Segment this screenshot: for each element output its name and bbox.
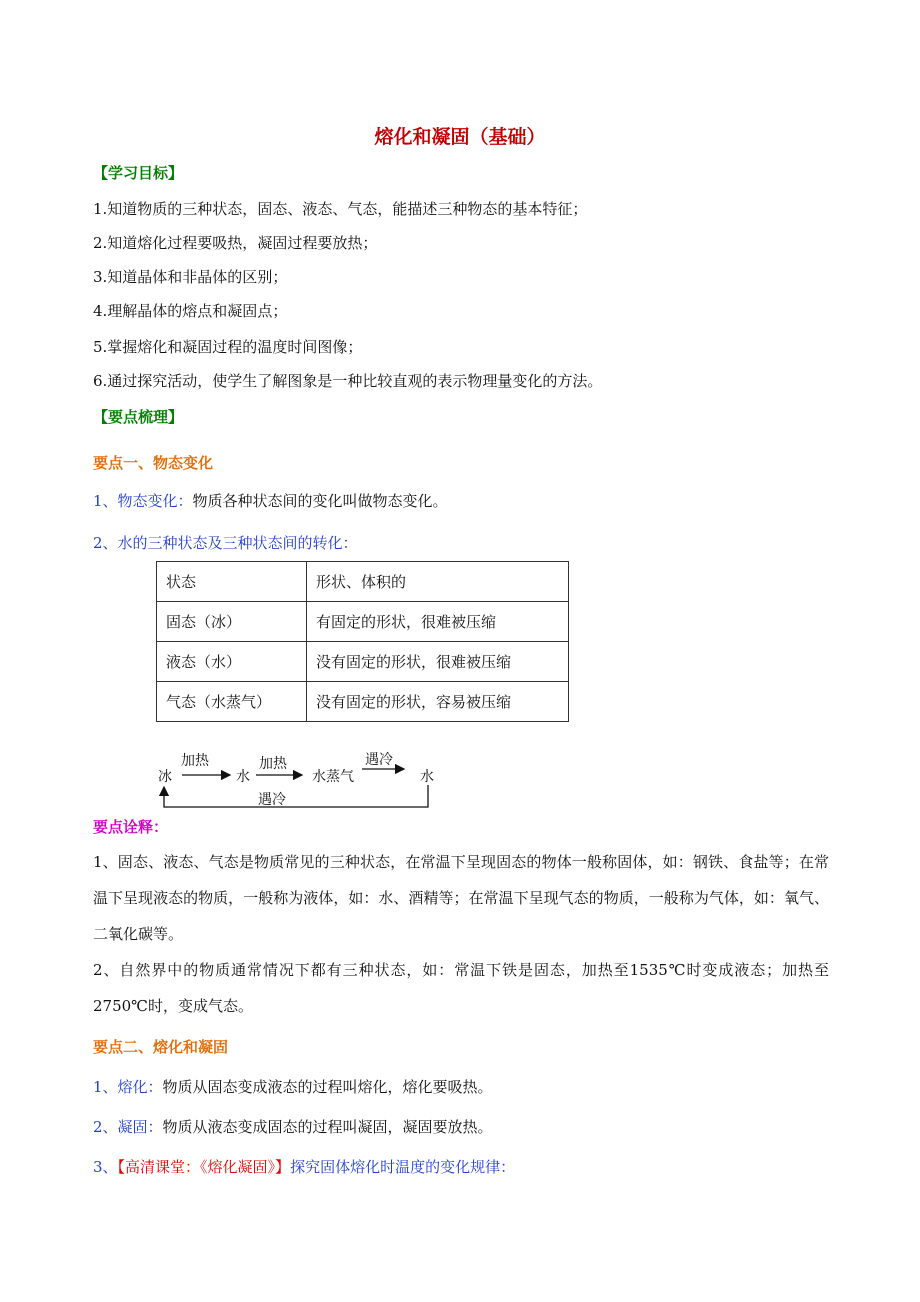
diagram-node-ice: 冰: [158, 769, 172, 785]
objective-item: 5.掌握熔化和凝固过程的温度时间图像；: [93, 338, 363, 356]
objectives-heading: 【学习目标】: [93, 164, 184, 182]
diagram-node-water: 水: [420, 769, 434, 785]
table-header-row: [157, 562, 569, 602]
summary-heading: 【要点梳理】: [93, 408, 184, 426]
table-row: [157, 602, 569, 642]
table-header-cell: 状态: [157, 562, 307, 602]
table-cell: 液态（水）: [157, 642, 307, 682]
objective-item: 2.知道熔化过程要吸热，凝固过程要放热；: [93, 234, 378, 252]
item-text: 物质各种状态间的变化叫做物态变化。: [192, 492, 448, 510]
diagram-arrow-label: 加热: [181, 753, 209, 769]
table-row: [157, 682, 569, 722]
point2-item3: [93, 1156, 515, 1177]
diagram-node-water: 水: [236, 769, 250, 785]
item-text: 物质从固态变成液态的过程叫熔化，熔化要吸热。: [162, 1078, 493, 1096]
point1-item1: [93, 490, 448, 511]
states-table: [156, 561, 569, 722]
page-title: 熔化和凝固（基础）: [374, 126, 546, 148]
table-cell: 固态（冰）: [157, 602, 307, 642]
notes-heading: 要点诠释：: [93, 818, 169, 836]
objective-item: 3.知道晶体和非晶体的区别；: [93, 268, 288, 286]
item-label: 2、凝固：: [93, 1118, 163, 1136]
item-label: 1、物态变化：: [93, 492, 193, 510]
table-cell: 没有固定的形状，容易被压缩: [307, 682, 569, 722]
item-label: 3、: [93, 1158, 118, 1176]
diagram-node-steam: 水蒸气: [312, 769, 354, 785]
table-header-cell: 形状、体积的: [307, 562, 569, 602]
table-cell: 有固定的形状，很难被压缩: [307, 602, 569, 642]
point1-item2: 2、水的三种状态及三种状态间的转化：: [93, 534, 358, 552]
table-cell: 气态（水蒸气）: [157, 682, 307, 722]
course-link[interactable]: 【高清课堂：《熔化凝固》】: [117, 1158, 291, 1176]
item-text: 物质从液态变成固态的过程叫凝固，凝固要放热。: [162, 1118, 493, 1136]
note-paragraph: 1、固态、液态、气态是物质常见的三种状态，在常温下呈现固态的物体一般称固体，如：钢铁、食盐等；在常温下呈现液态的物质，一般称为液体，如：水、酒精等；在常温下呈现气态的物质，一般称为气体，如：氧气、二氧化碳等。: [93, 853, 829, 943]
diagram-arrow-label: 加热: [259, 756, 287, 772]
table-row: [157, 642, 569, 682]
point2-item1: [93, 1076, 493, 1097]
table-cell: 没有固定的形状，很难被压缩: [307, 642, 569, 682]
objective-item: 1.知道物质的三种状态，固态、液态、气态，能描述三种物态的基本特征；: [93, 200, 588, 218]
objective-item: 4.理解晶体的熔点和凝固点；: [93, 302, 288, 320]
point2-heading: 要点二、熔化和凝固: [93, 1038, 229, 1056]
item-text: 探究固体熔化时温度的变化规律：: [290, 1158, 516, 1176]
objective-item: 6.通过探究活动，使学生了解图象是一种比较直观的表示物理量变化的方法。: [93, 372, 603, 390]
point2-item2: [93, 1116, 493, 1137]
note-paragraph: 2、自然界中的物质通常情况下都有三种状态，如：常温下铁是固态，加热至1535℃时变成液态；加热至2750℃时，变成气态。: [93, 961, 829, 1015]
diagram-arrow-label: 遇冷: [365, 752, 393, 768]
point1-heading: 要点一、物态变化: [93, 454, 214, 472]
diagram-return-label: 遇冷: [258, 792, 286, 808]
item-label: 1、熔化：: [93, 1078, 163, 1096]
